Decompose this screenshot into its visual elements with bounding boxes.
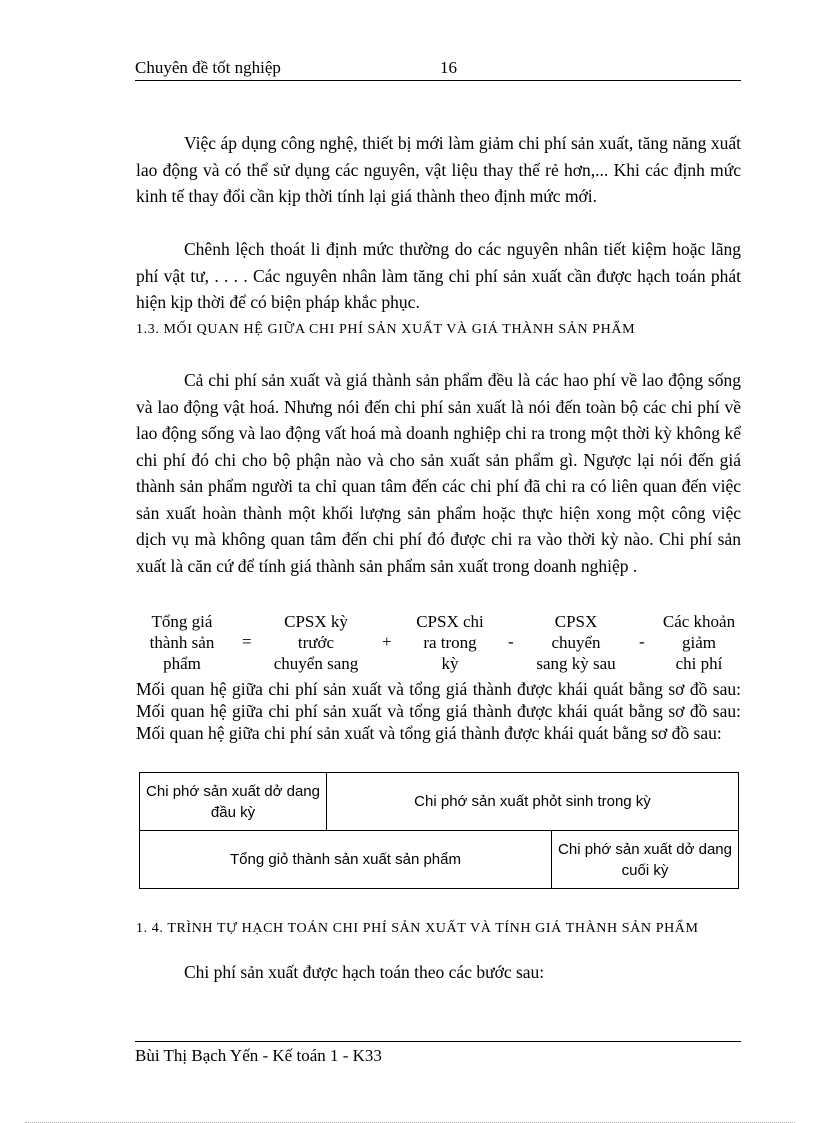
formula-minus-2: -	[639, 632, 645, 651]
paragraph-variance-text: Chênh lệch thoát li định mức thường do các nguyên nhân tiết kiệm hoặc lãng phí vật tư, . . . . Các nguyên nhân làm tăng chi phí sản xuất cần được hạch toán phát hiện kịp thời để có biện pháp khắc phục.	[136, 239, 741, 312]
formula-plus: +	[382, 632, 392, 651]
paragraph-variance	[136, 236, 741, 316]
diagram-opening-wip: Chi phớ sản xuất dở dang đầu kỳ	[140, 773, 327, 831]
cost-diagram	[139, 772, 739, 889]
paragraph-steps	[136, 959, 741, 986]
diagram-closing-wip: Chi phớ sản xuất dở dang cuối kỳ	[552, 831, 739, 889]
diagram-total-cost: Tổng giỏ thành sản xuất sản phẩm	[140, 831, 552, 889]
page-number: 16	[440, 58, 457, 77]
paragraph-technology-text: Việc áp dụng công nghệ, thiết bị mới làm giảm chi phí sản xuất, tăng năng xuất lao động và có thể sử dụng các nguyên, vật liệu thay thế rẻ hơn,... Khi các định mức kinh tế thay đổi cần kịp thời tính lại giá thành theo định mức mới.	[136, 133, 741, 206]
cost-formula	[136, 611, 748, 675]
diagram-incurred-cost: Chi phớ sản xuất phỏt sinh trong kỳ	[327, 773, 739, 831]
paragraph-steps-text: Chi phí sản xuất được hạch toán theo các bước sau:	[184, 962, 545, 982]
section-heading-1-4: 1. 4. TRÌNH TỰ HẠCH TOÁN CHI PHÍ SẢN XUẤT VÀ TÍNH GIÁ THÀNH SẢN PHẨM	[136, 921, 699, 936]
formula-reductions: Các khoản giảm chi phí	[662, 612, 736, 673]
paragraph-relationship-text: Cả chi phí sản xuất và giá thành sản phẩm đều là các hao phí về lao động sống và lao động vật hoá. Nhưng nói đến chi phí sản xuất là nói đến toàn bộ các chi phí về lao động sống và lao động vất hoá mà doanh nghiệp chi ra trong một thời kỳ không kể chi phí đó chi cho bộ phận nào và cho sản xuất sản phẩm gì. Ngược lại nói đến giá thành sản phẩm người ta chỉ quan tâm đến các chi phí đã chi ra có liên quan đến việc sản xuất hoàn thành một khối lượng sản phẩm hoặc thực hiện xong một công việc dịch vụ mà không quan tâm đến chi phí đó được chi ra vào thời kỳ nào. Chi phí sản xuất là căn cứ để tính giá thành sản phẩm sản xuất trong doanh nghiệp .	[136, 370, 741, 576]
paragraph-relationship	[136, 367, 741, 579]
relation-description: Mối quan hệ giữa chi phí sản xuất và tổng giá thành được khái quát bằng sơ đồ sau: Mối quan hệ giữa chi phí sản xuất và tổng giá thành được khái quát bằng sơ đồ sau: Mối quan hệ giữa chi phí sản xuất và tổng giá thành được khái quát bằng sơ đồ sau:	[136, 679, 741, 743]
section-heading-1-3: 1.3. MỐI QUAN HỆ GIỮA CHI PHÍ SẢN XUẤT VÀ GIÁ THÀNH SẢN PHẨM	[136, 322, 636, 337]
formula-incurred: CPSX chi ra trong kỳ	[416, 612, 484, 673]
formula-total-cost: Tổng giá thành sản phẩm	[149, 612, 215, 673]
formula-closing-wip: CPSX chuyển sang kỳ sau	[536, 612, 616, 673]
document-title: Chuyên đề tốt nghiệp	[135, 58, 281, 77]
formula-equals: =	[242, 632, 252, 651]
formula-minus-1: -	[508, 632, 514, 651]
page-footer	[135, 1041, 741, 1065]
page-header	[135, 58, 741, 81]
formula-opening-wip: CPSX kỳ trước chuyển sang	[273, 612, 359, 673]
author-line: Bùi Thị Bạch Yến - Kế toán 1 - K33	[135, 1046, 382, 1065]
paragraph-technology	[136, 130, 741, 210]
